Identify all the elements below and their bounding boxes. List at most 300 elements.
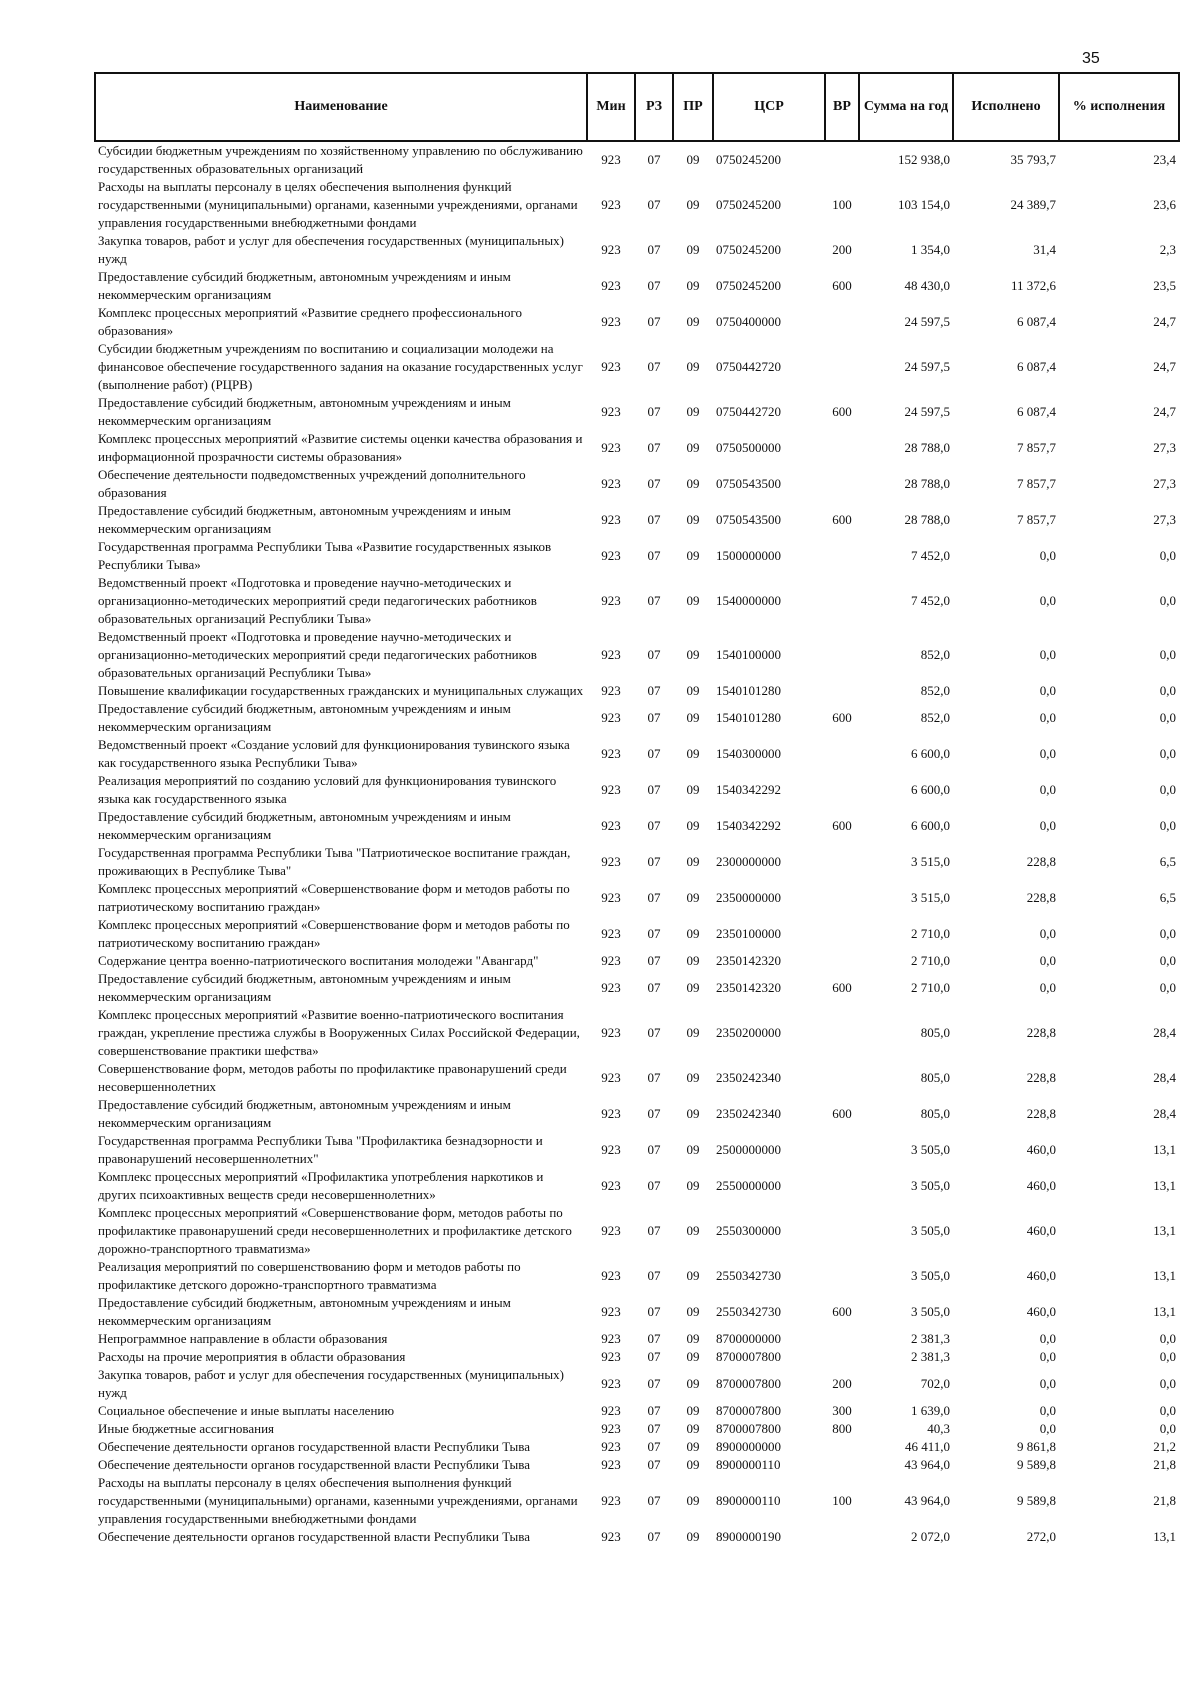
row-done: 460,0	[1026, 1142, 1056, 1157]
row-pr: 09	[686, 1142, 700, 1157]
row-done: 0,0	[1039, 593, 1056, 608]
row-pct: 0,0	[1159, 710, 1176, 725]
row-min: 923	[601, 1493, 621, 1508]
row-done: 0,0	[1039, 548, 1056, 563]
row-sum: 24 597,5	[904, 404, 950, 419]
row-min: 923	[601, 1349, 621, 1364]
row-csr: 2550300000	[716, 1223, 781, 1238]
row-pr: 09	[686, 926, 700, 941]
row-name: Предоставление субсидий бюджетным, автономным учреждениям и иным некоммерческим организациям	[98, 809, 511, 842]
row-sum: 852,0	[920, 683, 950, 698]
row-pct: 24,7	[1153, 404, 1176, 419]
row-sum: 2 381,3	[911, 1331, 950, 1346]
row-pr: 09	[686, 1178, 700, 1193]
row-csr: 8700007800	[716, 1349, 781, 1364]
row-min: 923	[601, 683, 621, 698]
row-sum: 152 938,0	[898, 152, 950, 167]
row-csr: 1540101280	[716, 683, 781, 698]
table-row	[95, 1006, 1179, 1060]
row-rz: 07	[647, 314, 661, 329]
table-row	[95, 394, 1179, 430]
table-row	[95, 1438, 1179, 1456]
row-vr: 600	[832, 818, 852, 833]
row-csr: 0750400000	[716, 314, 781, 329]
row-done: 0,0	[1039, 818, 1056, 833]
row-pct: 0,0	[1159, 926, 1176, 941]
row-vr: 300	[832, 1403, 852, 1418]
row-min: 923	[601, 746, 621, 761]
row-rz: 07	[647, 1106, 661, 1121]
row-pr: 09	[686, 818, 700, 833]
row-sum: 852,0	[920, 647, 950, 662]
row-rz: 07	[647, 683, 661, 698]
row-csr: 1500000000	[716, 548, 781, 563]
table-row	[95, 1096, 1179, 1132]
row-name: Субсидии бюджетным учреждениям по хозяйственному управлению по обслуживанию государственных образовательных организаций	[98, 143, 583, 176]
row-vr: 600	[832, 1304, 852, 1319]
header-vr: ВР	[825, 73, 859, 141]
row-done: 24 389,7	[1010, 197, 1056, 212]
table-row	[95, 1420, 1179, 1438]
row-csr: 0750543500	[716, 512, 781, 527]
row-sum: 24 597,5	[904, 314, 950, 329]
row-min: 923	[601, 404, 621, 419]
row-done: 35 793,7	[1010, 152, 1056, 167]
row-sum: 43 964,0	[904, 1493, 950, 1508]
page-number: 35	[1082, 50, 1100, 67]
row-pr: 09	[686, 1304, 700, 1319]
row-vr: 600	[832, 278, 852, 293]
row-csr: 8700000000	[716, 1331, 781, 1346]
table-row	[95, 178, 1179, 232]
row-vr	[825, 682, 859, 700]
row-min: 923	[601, 1529, 621, 1544]
row-sum: 3 505,0	[911, 1268, 950, 1283]
row-vr	[825, 1528, 859, 1546]
row-min: 923	[601, 242, 621, 257]
row-csr: 2500000000	[716, 1142, 781, 1157]
table-row	[95, 952, 1179, 970]
header-pct: % исполнения	[1059, 73, 1179, 141]
row-min: 923	[601, 953, 621, 968]
row-sum: 3 505,0	[911, 1223, 950, 1238]
row-done: 460,0	[1026, 1223, 1056, 1238]
row-vr	[825, 1168, 859, 1204]
row-sum: 3 515,0	[911, 854, 950, 869]
row-vr	[825, 466, 859, 502]
row-vr: 600	[832, 512, 852, 527]
row-sum: 1 639,0	[911, 1403, 950, 1418]
row-min: 923	[601, 1403, 621, 1418]
row-pct: 0,0	[1159, 953, 1176, 968]
table-row	[95, 700, 1179, 736]
row-sum: 28 788,0	[904, 440, 950, 455]
row-pct: 0,0	[1159, 782, 1176, 797]
row-pct: 0,0	[1159, 1376, 1176, 1391]
row-name: Совершенствование форм, методов работы по профилактике правонарушений среди несовершеннолетних	[98, 1061, 567, 1094]
row-name: Социальное обеспечение и иные выплаты населению	[98, 1403, 395, 1418]
row-name: Обеспечение деятельности подведомственных учреждений дополнительного образования	[98, 467, 526, 500]
row-vr	[825, 1348, 859, 1366]
row-pct: 24,7	[1153, 314, 1176, 329]
row-pct: 27,3	[1153, 512, 1176, 527]
row-min: 923	[601, 647, 621, 662]
row-vr	[825, 1132, 859, 1168]
table-row	[95, 1402, 1179, 1420]
row-csr: 1540300000	[716, 746, 781, 761]
row-pct: 0,0	[1159, 1331, 1176, 1346]
row-csr: 0750245200	[716, 152, 781, 167]
row-sum: 6 600,0	[911, 818, 950, 833]
row-sum: 6 600,0	[911, 782, 950, 797]
row-min: 923	[601, 1178, 621, 1193]
row-pct: 13,1	[1153, 1142, 1176, 1157]
row-name: Государственная программа Республики Тыва «Развитие государственных языков Республики Тыва»	[98, 539, 552, 572]
row-done: 0,0	[1039, 1331, 1056, 1346]
row-vr	[825, 1330, 859, 1348]
row-done: 0,0	[1039, 683, 1056, 698]
row-pct: 13,1	[1153, 1529, 1176, 1544]
row-rz: 07	[647, 1493, 661, 1508]
header-pr: ПР	[673, 73, 713, 141]
row-name: Комплекс процессных мероприятий «Развитие среднего профессионального образования»	[98, 305, 523, 338]
row-pr: 09	[686, 1403, 700, 1418]
row-pr: 09	[686, 314, 700, 329]
row-rz: 07	[647, 1529, 661, 1544]
table-row	[95, 304, 1179, 340]
table-header-row	[95, 73, 1179, 141]
row-min: 923	[601, 1331, 621, 1346]
table-row	[95, 1258, 1179, 1294]
row-vr	[825, 141, 859, 178]
row-done: 0,0	[1039, 746, 1056, 761]
row-name: Ведомственный проект «Подготовка и проведение научно-методических и организационно-методических мероприятий среди педагогических работников образовательных организаций Республики Тыва»	[98, 575, 537, 626]
row-sum: 2 710,0	[911, 980, 950, 995]
row-sum: 2 710,0	[911, 953, 950, 968]
row-pr: 09	[686, 440, 700, 455]
row-rz: 07	[647, 710, 661, 725]
row-rz: 07	[647, 980, 661, 995]
row-vr: 100	[832, 197, 852, 212]
row-rz: 07	[647, 953, 661, 968]
row-sum: 48 430,0	[904, 278, 950, 293]
row-pct: 28,4	[1153, 1070, 1176, 1085]
row-pct: 23,4	[1153, 152, 1176, 167]
row-sum: 805,0	[920, 1106, 950, 1121]
row-name: Предоставление субсидий бюджетным, автономным учреждениям и иным некоммерческим организациям	[98, 1295, 511, 1328]
row-done: 9 589,8	[1017, 1493, 1056, 1508]
row-sum: 3 505,0	[911, 1304, 950, 1319]
row-csr: 0750245200	[716, 242, 781, 257]
row-name: Комплекс процессных мероприятий «Совершенствование форм, методов работы по профилактике правонарушений среди несовершеннолетних и профилактике детского дорожно-транспортного травматизма»	[98, 1205, 572, 1256]
row-rz: 07	[647, 1376, 661, 1391]
row-vr: 600	[832, 1106, 852, 1121]
row-name: Повышение квалификации государственных гражданских и муниципальных служащих	[98, 683, 584, 698]
row-rz: 07	[647, 1349, 661, 1364]
row-name: Предоставление субсидий бюджетным, автономным учреждениям и иным некоммерческим организациям	[98, 1097, 511, 1130]
row-pr: 09	[686, 1529, 700, 1544]
row-name: Комплекс процессных мероприятий «Совершенствование форм и методов работы по патриотическому воспитанию граждан»	[98, 917, 570, 950]
row-rz: 07	[647, 278, 661, 293]
row-name: Реализация мероприятий по созданию условий для функционирования тувинского языка как государственного языка	[98, 773, 557, 806]
row-pct: 27,3	[1153, 476, 1176, 491]
row-rz: 07	[647, 548, 661, 563]
row-pct: 21,8	[1153, 1493, 1176, 1508]
row-pr: 09	[686, 782, 700, 797]
row-pr: 09	[686, 980, 700, 995]
row-name: Ведомственный проект «Подготовка и проведение научно-методических и организационно-методических мероприятий среди педагогических работников образовательных организаций Республики Тыва»	[98, 629, 537, 680]
row-vr	[825, 304, 859, 340]
row-name: Обеспечение деятельности органов государственной власти Республики Тыва	[98, 1457, 530, 1472]
row-rz: 07	[647, 1331, 661, 1346]
row-sum: 3 505,0	[911, 1142, 950, 1157]
row-vr: 100	[832, 1493, 852, 1508]
row-name: Предоставление субсидий бюджетным, автономным учреждениям и иным некоммерческим организациям	[98, 971, 511, 1004]
row-vr: 600	[832, 980, 852, 995]
row-name: Предоставление субсидий бюджетным, автономным учреждениям и иным некоммерческим организациям	[98, 395, 511, 428]
row-pr: 09	[686, 1376, 700, 1391]
row-csr: 2350142320	[716, 980, 781, 995]
header-name: Наименование	[95, 73, 587, 141]
row-sum: 40,3	[927, 1421, 950, 1436]
row-csr: 8900000110	[716, 1457, 781, 1472]
row-pct: 0,0	[1159, 548, 1176, 563]
table-row	[95, 808, 1179, 844]
row-pr: 09	[686, 953, 700, 968]
budget-table	[94, 72, 1180, 1546]
row-done: 7 857,7	[1017, 512, 1056, 527]
row-sum: 46 411,0	[904, 1439, 950, 1454]
row-name: Закупка товаров, работ и услуг для обеспечения государственных (муниципальных) нужд	[98, 233, 564, 266]
row-pct: 13,1	[1153, 1223, 1176, 1238]
row-min: 923	[601, 782, 621, 797]
row-done: 460,0	[1026, 1178, 1056, 1193]
row-rz: 07	[647, 1070, 661, 1085]
row-rz: 07	[647, 1304, 661, 1319]
row-min: 923	[601, 1439, 621, 1454]
row-rz: 07	[647, 746, 661, 761]
row-rz: 07	[647, 1421, 661, 1436]
row-vr	[825, 1456, 859, 1474]
row-done: 460,0	[1026, 1268, 1056, 1283]
row-min: 923	[601, 1142, 621, 1157]
row-pr: 09	[686, 1421, 700, 1436]
row-rz: 07	[647, 476, 661, 491]
row-rz: 07	[647, 242, 661, 257]
row-min: 923	[601, 152, 621, 167]
table-body	[95, 141, 1179, 1546]
row-min: 923	[601, 818, 621, 833]
table-row	[95, 1132, 1179, 1168]
row-done: 6 087,4	[1017, 404, 1056, 419]
row-rz: 07	[647, 1178, 661, 1193]
row-pct: 0,0	[1159, 1421, 1176, 1436]
table-row	[95, 232, 1179, 268]
row-name: Государственная программа Республики Тыва "Профилактика безнадзорности и правонарушений несовершеннолетних"	[98, 1133, 543, 1166]
row-vr	[825, 880, 859, 916]
row-min: 923	[601, 1070, 621, 1085]
row-pct: 6,5	[1159, 854, 1176, 869]
row-csr: 0750442720	[716, 404, 781, 419]
row-done: 7 857,7	[1017, 476, 1056, 491]
row-name: Содержание центра военно-патриотического воспитания молодежи "Авангард"	[98, 953, 539, 968]
row-min: 923	[601, 314, 621, 329]
row-pct: 23,6	[1153, 197, 1176, 212]
row-vr	[825, 1438, 859, 1456]
header-sum: Сумма на год	[859, 73, 953, 141]
row-min: 923	[601, 1106, 621, 1121]
row-pct: 6,5	[1159, 890, 1176, 905]
row-csr: 8900000110	[716, 1493, 781, 1508]
header-csr: ЦСР	[713, 73, 825, 141]
header-rz: РЗ	[635, 73, 673, 141]
row-pct: 13,1	[1153, 1178, 1176, 1193]
header-done: Исполнено	[953, 73, 1059, 141]
row-done: 228,8	[1026, 1025, 1056, 1040]
table-row	[95, 1366, 1179, 1402]
row-csr: 1540342292	[716, 782, 781, 797]
row-pct: 0,0	[1159, 980, 1176, 995]
row-pr: 09	[686, 890, 700, 905]
row-sum: 702,0	[920, 1376, 950, 1391]
row-pct: 13,1	[1153, 1304, 1176, 1319]
row-csr: 8900000190	[716, 1529, 781, 1544]
row-sum: 3 505,0	[911, 1178, 950, 1193]
row-pr: 09	[686, 1349, 700, 1364]
row-rz: 07	[647, 1457, 661, 1472]
row-sum: 7 452,0	[911, 593, 950, 608]
table-row	[95, 844, 1179, 880]
row-done: 9 589,8	[1017, 1457, 1056, 1472]
row-pr: 09	[686, 1331, 700, 1346]
row-done: 228,8	[1026, 1070, 1056, 1085]
row-name: Комплекс процессных мероприятий «Совершенствование форм и методов работы по патриотическому воспитанию граждан»	[98, 881, 570, 914]
row-pct: 27,3	[1153, 440, 1176, 455]
row-csr: 0750245200	[716, 197, 781, 212]
row-pr: 09	[686, 647, 700, 662]
row-csr: 2350242340	[716, 1106, 781, 1121]
row-pr: 09	[686, 683, 700, 698]
row-vr	[825, 538, 859, 574]
row-min: 923	[601, 710, 621, 725]
row-csr: 1540000000	[716, 593, 781, 608]
row-csr: 2350100000	[716, 926, 781, 941]
row-sum: 7 452,0	[911, 548, 950, 563]
row-name: Предоставление субсидий бюджетным, автономным учреждениям и иным некоммерческим организациям	[98, 269, 511, 302]
row-csr: 8900000000	[716, 1439, 781, 1454]
row-pct: 24,7	[1153, 359, 1176, 374]
row-rz: 07	[647, 890, 661, 905]
row-sum: 852,0	[920, 710, 950, 725]
row-pr: 09	[686, 1493, 700, 1508]
row-done: 0,0	[1039, 953, 1056, 968]
row-rz: 07	[647, 782, 661, 797]
row-pct: 0,0	[1159, 746, 1176, 761]
row-csr: 0750245200	[716, 278, 781, 293]
table-row	[95, 970, 1179, 1006]
table-row	[95, 1294, 1179, 1330]
row-sum: 28 788,0	[904, 476, 950, 491]
table-row	[95, 880, 1179, 916]
row-name: Расходы на выплаты персоналу в целях обеспечения выполнения функций государственными (муниципальными) органами, казенными учреждениями, органами управления государственными внебюджетными фондами	[98, 179, 578, 230]
row-done: 11 372,6	[1010, 278, 1056, 293]
row-pr: 09	[686, 512, 700, 527]
row-vr	[825, 1060, 859, 1096]
row-pct: 21,8	[1153, 1457, 1176, 1472]
table-row	[95, 430, 1179, 466]
row-sum: 103 154,0	[898, 197, 950, 212]
row-min: 923	[601, 548, 621, 563]
row-done: 0,0	[1039, 1403, 1056, 1418]
row-vr	[825, 1258, 859, 1294]
row-done: 272,0	[1026, 1529, 1056, 1544]
row-min: 923	[601, 890, 621, 905]
row-vr: 600	[832, 404, 852, 419]
row-pct: 2,3	[1159, 242, 1176, 257]
row-name: Комплекс процессных мероприятий «Развитие военно-патриотического воспитания граждан, укрепление престижа службы в Вооруженных Силах Российской Федерации, совершенствование практики шефства»	[98, 1007, 580, 1058]
row-rz: 07	[647, 818, 661, 833]
row-sum: 6 600,0	[911, 746, 950, 761]
table-row	[95, 268, 1179, 304]
row-sum: 1 354,0	[911, 242, 950, 257]
row-csr: 2550000000	[716, 1178, 781, 1193]
row-name: Расходы на прочие мероприятия в области образования	[98, 1349, 406, 1364]
table-row	[95, 1330, 1179, 1348]
row-rz: 07	[647, 197, 661, 212]
row-name: Государственная программа Республики Тыва "Патриотическое воспитание граждан, проживающих в Республике Тыва"	[98, 845, 571, 878]
row-vr	[825, 772, 859, 808]
row-vr	[825, 736, 859, 772]
table-row	[95, 538, 1179, 574]
row-pct: 21,2	[1153, 1439, 1176, 1454]
row-pr: 09	[686, 242, 700, 257]
table-row	[95, 1474, 1179, 1528]
row-rz: 07	[647, 440, 661, 455]
row-name: Реализация мероприятий по совершенствованию форм и методов работы по профилактике детского дорожно-транспортного травматизма	[98, 1259, 521, 1292]
row-done: 0,0	[1039, 1349, 1056, 1364]
row-sum: 3 515,0	[911, 890, 950, 905]
row-pct: 23,5	[1153, 278, 1176, 293]
row-min: 923	[601, 1223, 621, 1238]
row-rz: 07	[647, 593, 661, 608]
row-min: 923	[601, 1421, 621, 1436]
row-pr: 09	[686, 746, 700, 761]
row-rz: 07	[647, 854, 661, 869]
row-vr	[825, 340, 859, 394]
row-vr	[825, 574, 859, 628]
row-done: 0,0	[1039, 980, 1056, 995]
row-min: 923	[601, 440, 621, 455]
row-rz: 07	[647, 1223, 661, 1238]
table-row	[95, 736, 1179, 772]
table-row	[95, 141, 1179, 178]
row-pct: 28,4	[1153, 1025, 1176, 1040]
table-row	[95, 1060, 1179, 1096]
row-csr: 2550342730	[716, 1268, 781, 1283]
row-sum: 805,0	[920, 1025, 950, 1040]
row-min: 923	[601, 593, 621, 608]
table-row	[95, 628, 1179, 682]
row-min: 923	[601, 278, 621, 293]
table-row	[95, 340, 1179, 394]
table-row	[95, 772, 1179, 808]
row-pr: 09	[686, 548, 700, 563]
row-pr: 09	[686, 854, 700, 869]
row-rz: 07	[647, 1403, 661, 1418]
row-vr: 200	[832, 242, 852, 257]
row-pr: 09	[686, 1025, 700, 1040]
row-vr: 800	[832, 1421, 852, 1436]
